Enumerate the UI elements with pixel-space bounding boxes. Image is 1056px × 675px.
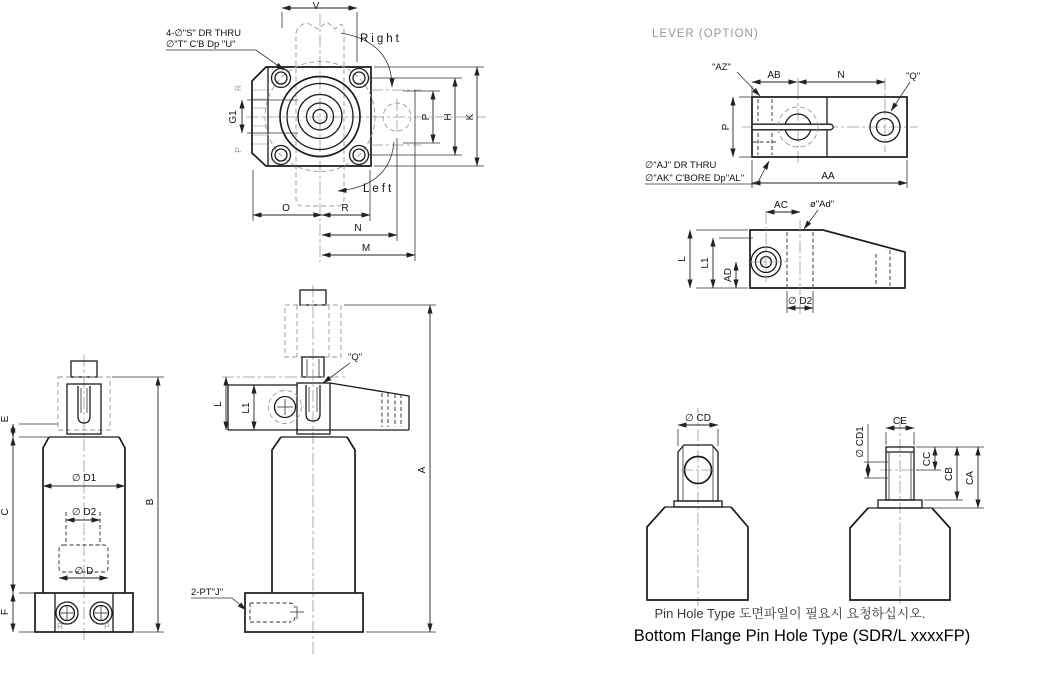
flange-top-view xyxy=(166,1,486,262)
dim-ad-dia: ø"Ad" xyxy=(810,199,835,210)
dim-ce: CE xyxy=(893,416,907,427)
front-port-r: R xyxy=(57,621,64,631)
dim-v: V xyxy=(312,1,320,12)
dim-k: K xyxy=(465,113,476,121)
dim-p2: P xyxy=(721,123,732,131)
dim-ab: AB xyxy=(767,70,781,81)
front-port-p: P xyxy=(104,621,110,631)
dim-ac: AC xyxy=(774,200,788,211)
lever-drill-note1: ∅"AJ" DR THRU xyxy=(645,160,717,171)
port-p-label: P xyxy=(233,147,243,153)
pin-hole-note: Pin Hole Type 도면파일이 필요시 요청하십시오. xyxy=(654,606,926,621)
dim-aa: AA xyxy=(821,171,835,182)
lever-option-top-view xyxy=(645,28,920,188)
dim-h: H xyxy=(443,113,454,121)
dim-l1: L1 xyxy=(700,257,711,269)
port-r-label: R xyxy=(233,84,243,92)
swing-left-label: Left xyxy=(363,183,395,195)
dim-e: E xyxy=(0,415,11,423)
dim-l: L xyxy=(677,256,688,262)
lever-option-side-view xyxy=(677,199,905,314)
dim-cb: CB xyxy=(944,467,955,481)
pin-hole-side-view xyxy=(850,416,984,606)
drill-note-line1: 4-∅"S" DR THRU xyxy=(166,28,242,39)
dim-ca: CA xyxy=(965,471,976,485)
dim-o: O xyxy=(282,203,290,214)
bottom-flange-title: Bottom Flange Pin Hole Type (SDR/L xxxxFP) xyxy=(633,627,971,645)
dim-d: ∅ D xyxy=(74,566,94,577)
dim-c: C xyxy=(0,508,11,516)
dim-cd1: ∅ CD1 xyxy=(855,426,866,458)
cylinder-side-view-lever xyxy=(191,285,436,655)
dim-p: P xyxy=(421,113,432,121)
drill-note-line2: ∅"T" C'B Dp "U" xyxy=(166,39,236,50)
cylinder-front-view xyxy=(0,355,164,642)
dim-n2: N xyxy=(837,70,845,81)
dim-ad: AD xyxy=(723,268,734,282)
dim-q: "Q" xyxy=(906,71,921,82)
dim-g1: G1 xyxy=(228,110,239,124)
dim-b: B xyxy=(145,498,156,506)
pin-hole-front-view xyxy=(647,408,748,606)
lever-option-title: LEVER (OPTION) xyxy=(652,28,759,40)
dim-d1: ∅ D1 xyxy=(71,473,97,484)
dim-cd: ∅ CD xyxy=(685,413,711,424)
dim-az: "AZ" xyxy=(712,62,731,73)
dim-r: R xyxy=(341,203,349,214)
dim-d2-lever: ∅ D2 xyxy=(787,296,813,307)
side-q-label: "Q" xyxy=(348,352,363,363)
lever-drill-note2: ∅"AK" C'BORE Dp"AL" xyxy=(645,173,745,184)
dim-l1-side: L1 xyxy=(241,402,252,414)
dim-l-side: L xyxy=(213,401,224,407)
dim-m: M xyxy=(361,243,371,254)
pt-note: 2-PT"J" xyxy=(191,587,224,598)
dim-a: A xyxy=(417,466,428,474)
dim-n: N xyxy=(354,223,362,234)
swing-right-label: Right xyxy=(360,33,402,45)
dim-f: F xyxy=(0,608,11,616)
dim-cc: CC xyxy=(922,451,933,467)
dim-d2: ∅ D2 xyxy=(71,507,97,518)
